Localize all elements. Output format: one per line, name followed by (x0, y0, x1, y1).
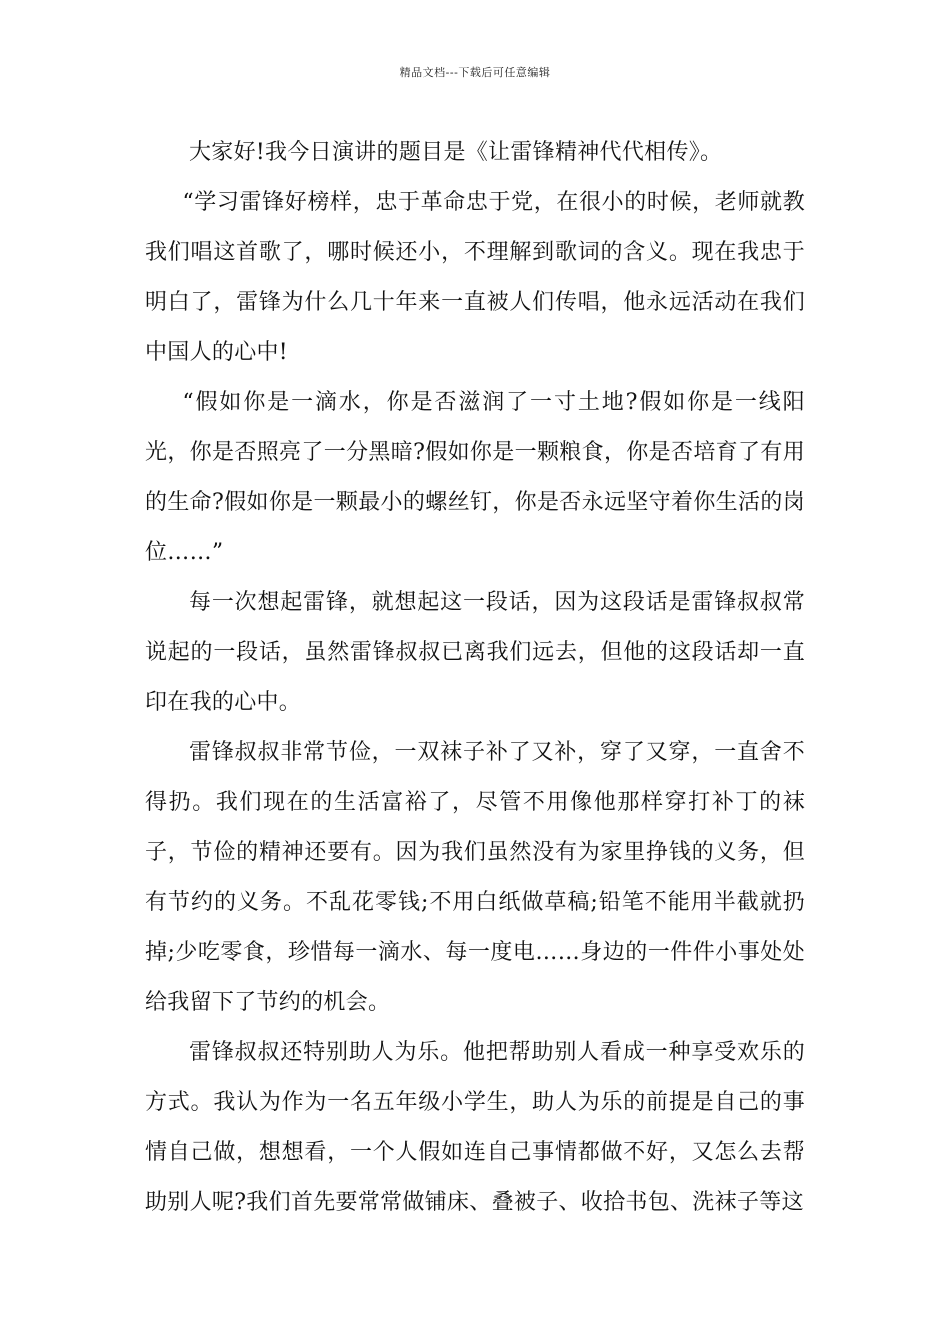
paragraph-memory: 每一次想起雷锋，就想起这一段话，因为这段话是雷锋叔叔常说起的一段话，虽然雷锋叔叔已离我们远去，但他的这段话却一直印在我的心中。 (145, 590, 805, 715)
paragraph-helping: 雷锋叔叔还特别助人为乐。他把帮助别人看成一种享受欢乐的方式。我认为作为一名五年级小学生，助人为乐的前提是自己的事情自己做，想想看，一个人假如连自己事情都做不好，又怎么去帮助别人呢?我们首先要常常做铺床、叠被子、收拾书包、洗袜子等这 (145, 1040, 805, 1215)
paragraph-thrift: 雷锋叔叔非常节俭，一双袜子补了又补，穿了又穿，一直舍不得扔。我们现在的生活富裕了，尽管不用像他那样穿打补丁的袜子，节俭的精神还要有。因为我们虽然没有为家里挣钱的义务，但有节约的义务。不乱花零钱;不用白纸做草稿;铅笔不能用半截就扔掉;少吃零食，珍惜每一滴水、每一度电……身边的一件件小事处处给我留下了节约的机会。 (145, 740, 805, 1015)
paragraph-water-quote: “假如你是一滴水，你是否滋润了一寸土地?假如你是一线阳光，你是否照亮了一分黑暗?假如你是一颗粮食，你是否培育了有用的生命?假如你是一颗最小的螺丝钉，你是否永远坚守着你生活的岗位……” (145, 390, 805, 565)
page-header: 精品文档---下载后可任意编辑 (399, 66, 551, 79)
paragraph-greeting: 大家好!我今日演讲的题目是《让雷锋精神代代相传》。 (189, 140, 723, 165)
document-body (145, 128, 805, 1228)
paragraph-song-quote: “学习雷锋好榜样，忠于革命忠于党，在很小的时候，老师就教我们唱这首歌了，哪时候还小，不理解到歌词的含义。现在我忠于明白了，雷锋为什么几十年来一直被人们传唱，他永远活动在我们中国人的心中! (145, 190, 805, 365)
